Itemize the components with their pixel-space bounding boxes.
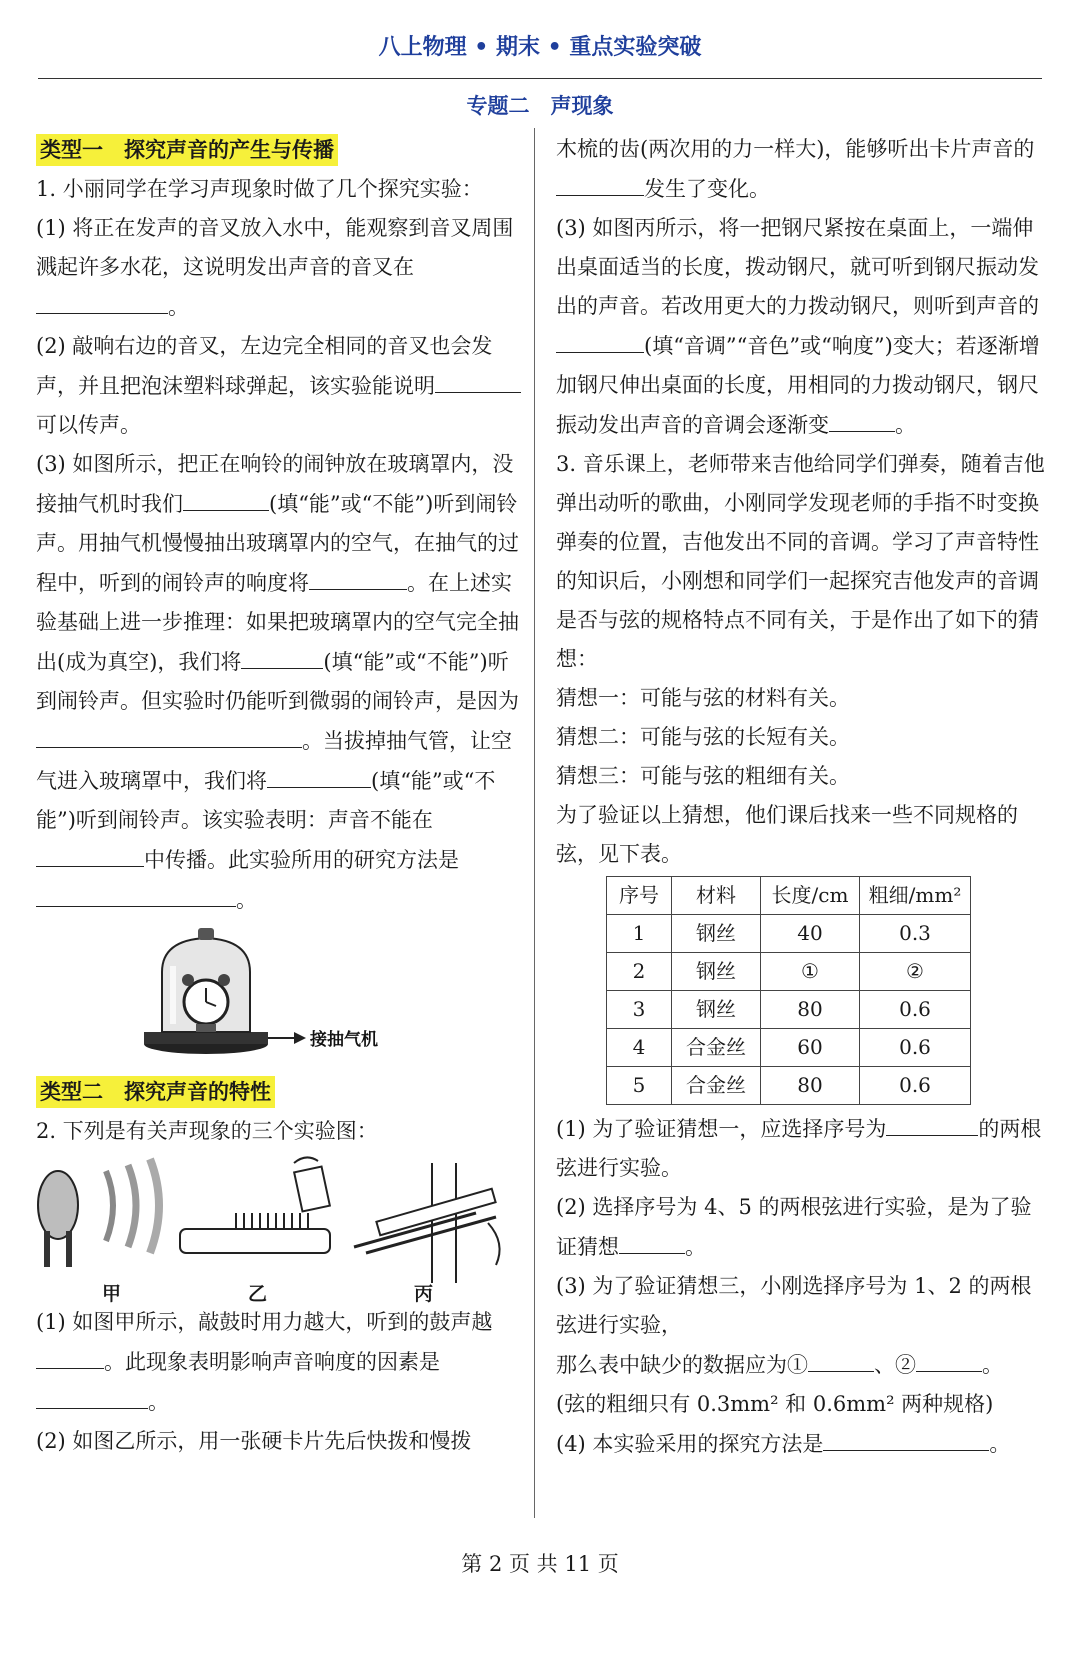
table-cell: 钢丝 xyxy=(672,915,761,953)
table-header-cell: 粗细/mm² xyxy=(860,877,971,915)
q1-part3-text-b: (填“能”或“不能”)听到闹铃声。用抽气机慢慢抽出玻璃罩内的空气，在抽气的过程中，听到的闹铃声的响度将 xyxy=(36,492,519,595)
guess-2: 猜想二：可能与弦的长短有关。 xyxy=(556,725,850,749)
q2-part1-text-b: 。此现象表明影响声音响度的因素是 xyxy=(104,1350,440,1374)
table-header-row xyxy=(607,877,971,915)
answer-blank[interactable] xyxy=(36,880,236,907)
table-cell: 0.6 xyxy=(860,991,971,1029)
table-cell: 0.6 xyxy=(860,1067,971,1105)
q2-part2-text-c: 发生了变化。 xyxy=(644,177,770,201)
answer-blank[interactable] xyxy=(183,484,269,511)
q1-part3-text-c: 。在上述实验基础上进一步推理：如果把玻璃罩内的空气完全抽出(成为真空)，我们将 xyxy=(36,571,519,674)
table-row xyxy=(607,991,971,1029)
q2-part2-continued xyxy=(556,130,1048,209)
table-cell: 合金丝 xyxy=(672,1029,761,1067)
q1-intro: 1. 小丽同学在学习声现象时做了几个探究实验： xyxy=(36,177,483,201)
answer-blank[interactable] xyxy=(36,721,302,748)
table-header-cell: 材料 xyxy=(672,877,761,915)
type2-heading: 类型二 探究声音的特性 xyxy=(36,1076,275,1108)
q2-part3-text-a: (3) 如图丙所示，将一把钢尺紧按在桌面上，一端伸出桌面适当的长度，拨动钢尺，就可听到钢尺振动发出的声音。若改用更大的力拨动钢尺，则听到声音的 xyxy=(556,216,1039,318)
answer-blank[interactable] xyxy=(823,1424,989,1451)
q3-part4-text-b: 。 xyxy=(989,1432,1011,1456)
answer-blank[interactable] xyxy=(309,563,407,590)
answer-blank[interactable] xyxy=(556,326,644,353)
answer-blank[interactable] xyxy=(619,1227,685,1254)
answer-blank[interactable] xyxy=(435,366,521,393)
figure-label-jia: 甲 xyxy=(102,1283,122,1305)
q2-part3-text-b: (填“音调”“音色”或“响度”)变大；若逐渐增加钢尺伸出桌面的长度，用相同的力拨动钢尺，钢尺振动发出声音的音调会逐渐变 xyxy=(556,334,1040,437)
table-row xyxy=(607,1067,971,1105)
q1-part2-text: (2) 敲响右边的音叉，左边完全相同的音叉也会发声，并且把泡沫塑料球弹起，该实验能说明 xyxy=(36,334,493,398)
q3-part2 xyxy=(556,1188,1048,1267)
answer-blank[interactable] xyxy=(241,642,323,669)
guess-3: 猜想三：可能与弦的粗细有关。 xyxy=(556,764,850,788)
q3-part3-answers xyxy=(556,1345,1048,1385)
answer-blank[interactable] xyxy=(829,405,895,432)
header-rule xyxy=(38,78,1042,79)
bell-jar-illustration xyxy=(36,926,524,1066)
q1-part1 xyxy=(36,209,524,327)
q2-part3 xyxy=(556,209,1048,445)
q1-part3-text-f: (填“能”或“不能”)听到闹铃声。该实验表明：声音不能在 xyxy=(36,769,496,832)
q1-part3-text-g: 中传播。此实验所用的研究方法是 xyxy=(144,848,459,872)
figure-label-yi: 乙 xyxy=(248,1283,268,1305)
q3-part4 xyxy=(556,1424,1048,1464)
q1-part3-text-e: 。当拔掉抽气管，让空气进入玻璃罩中，我们将 xyxy=(36,729,512,793)
table-header-cell: 序号 xyxy=(607,877,672,915)
q3-part1 xyxy=(556,1109,1048,1188)
q3-part4-text-a: (4) 本实验采用的探究方法是 xyxy=(556,1432,824,1456)
answer-blank[interactable] xyxy=(36,1382,148,1409)
table-cell: 钢丝 xyxy=(672,991,761,1029)
table-cell: 3 xyxy=(607,991,672,1029)
q2-intro: 2. 下列是有关声现象的三个实验图： xyxy=(36,1119,378,1143)
q1-part3-text-d: (填“能”或“不能”)听到闹铃声。但实验时仍能听到微弱的闹铃声，是因为 xyxy=(36,650,519,713)
q3-part3-text-d: 。 xyxy=(982,1353,1003,1377)
answer-blank[interactable] xyxy=(36,287,168,314)
table-row xyxy=(607,915,971,953)
q2-part1 xyxy=(36,1303,524,1422)
table-row xyxy=(607,1029,971,1067)
q2-part2-start: (2) 如图乙所示，用一张硬卡片先后快拨和慢拨 xyxy=(36,1429,472,1453)
verify-statement: 为了验证以上猜想，他们课后找来一些不同规格的弦，见下表。 xyxy=(556,803,1018,866)
q3-part3-note: (弦的粗细只有 0.3mm² 和 0.6mm² 两种规格) xyxy=(556,1392,994,1416)
q2-part2-text-b: 木梳的齿(两次用的力一样大)，能够听出卡片声音的 xyxy=(556,137,1035,161)
q2-part1-text-a: (1) 如图甲所示，敲鼓时用力越大，听到的鼓声越 xyxy=(36,1310,493,1334)
table-cell: 80 xyxy=(761,1067,860,1105)
q3-part1-text-b: 的两根弦进行实验。 xyxy=(556,1117,1042,1180)
type1-heading: 类型一 探究声音的产生与传播 xyxy=(36,134,338,166)
answer-blank[interactable] xyxy=(267,761,371,788)
table-cell: ② xyxy=(860,953,971,991)
q1-part3-text-a: (3) 如图所示，把正在响铃的闹钟放在玻璃罩内，没接抽气机时我们 xyxy=(36,452,514,516)
column-divider xyxy=(534,128,535,1518)
table-cell: 80 xyxy=(761,991,860,1029)
q1-part3-text-h: 。 xyxy=(236,888,257,912)
table-cell: ① xyxy=(761,953,860,991)
q3-part3-text-b: 那么表中缺少的数据应为① xyxy=(556,1353,808,1377)
topic-title: 专题二 声现象 xyxy=(466,94,614,118)
answer-blank[interactable] xyxy=(36,1342,104,1369)
q3-intro: 3. 音乐课上，老师带来吉他给同学们弹奏，随着吉他弹出动听的歌曲，小刚同学发现老师的手指不时变换弹奏的位置，吉他发出不同的音调。学习了声音特性的知识后，小刚想和同学们一起探究吉他发声的音调是否与弦的规格特点不同有关，于是作出了如下的猜想： xyxy=(556,452,1045,671)
q2-part1-text-c: 。 xyxy=(148,1390,169,1414)
bell-jar-caption: 接抽气机 xyxy=(310,1030,378,1050)
bell-jar-figure xyxy=(36,926,524,1066)
table-cell: 1 xyxy=(607,915,672,953)
answer-blank[interactable] xyxy=(808,1345,874,1372)
table-cell: 5 xyxy=(607,1067,672,1105)
guess-1: 猜想一：可能与弦的材料有关。 xyxy=(556,686,850,710)
answer-blank[interactable] xyxy=(886,1109,978,1136)
page-footer: 第 2 页 共 11 页 xyxy=(461,1552,619,1576)
right-column xyxy=(556,130,1048,1464)
q1-part2 xyxy=(36,327,524,445)
string-spec-table xyxy=(606,876,971,1105)
q1-part2-end: 可以传声。 xyxy=(36,413,141,437)
answer-blank[interactable] xyxy=(556,169,644,196)
table-cell: 2 xyxy=(607,953,672,991)
q1-part1-text: (1) 将正在发声的音叉放入水中，能观察到音叉周围溅起许多水花，这说明发出声音的音叉在 xyxy=(36,216,514,279)
three-experiments-figure xyxy=(36,1153,524,1305)
table-cell: 钢丝 xyxy=(672,953,761,991)
table-cell: 60 xyxy=(761,1029,860,1067)
q1-part3 xyxy=(36,445,524,920)
q3-part3-text-c: 、② xyxy=(874,1353,916,1377)
q2-part3-text-c: 。 xyxy=(895,413,916,437)
q3-part2-text-a: (2) 选择序号为 4、5 的两根弦进行实验，是为了验证猜想 xyxy=(556,1195,1032,1259)
q3-part2-text-b: 。 xyxy=(685,1235,706,1259)
left-column xyxy=(36,130,524,1461)
table-cell: 0.3 xyxy=(860,915,971,953)
page-header-title: 八上物理 • 期末 • 重点实验突破 xyxy=(378,35,702,60)
q3-part3: (3) 为了验证猜想三，小刚选择序号为 1、2 的两根弦进行实验， xyxy=(556,1274,1032,1337)
table-row xyxy=(607,953,971,991)
q1-part1-end: 。 xyxy=(168,295,189,319)
table-cell: 4 xyxy=(607,1029,672,1067)
answer-blank[interactable] xyxy=(916,1345,982,1372)
table-cell: 0.6 xyxy=(860,1029,971,1067)
table-cell: 40 xyxy=(761,915,860,953)
table-cell: 合金丝 xyxy=(672,1067,761,1105)
answer-blank[interactable] xyxy=(36,840,144,867)
q3-part1-text-a: (1) 为了验证猜想一，应选择序号为 xyxy=(556,1117,887,1141)
table-header-cell: 长度/cm xyxy=(761,877,860,915)
figure-label-bing: 丙 xyxy=(414,1283,434,1305)
